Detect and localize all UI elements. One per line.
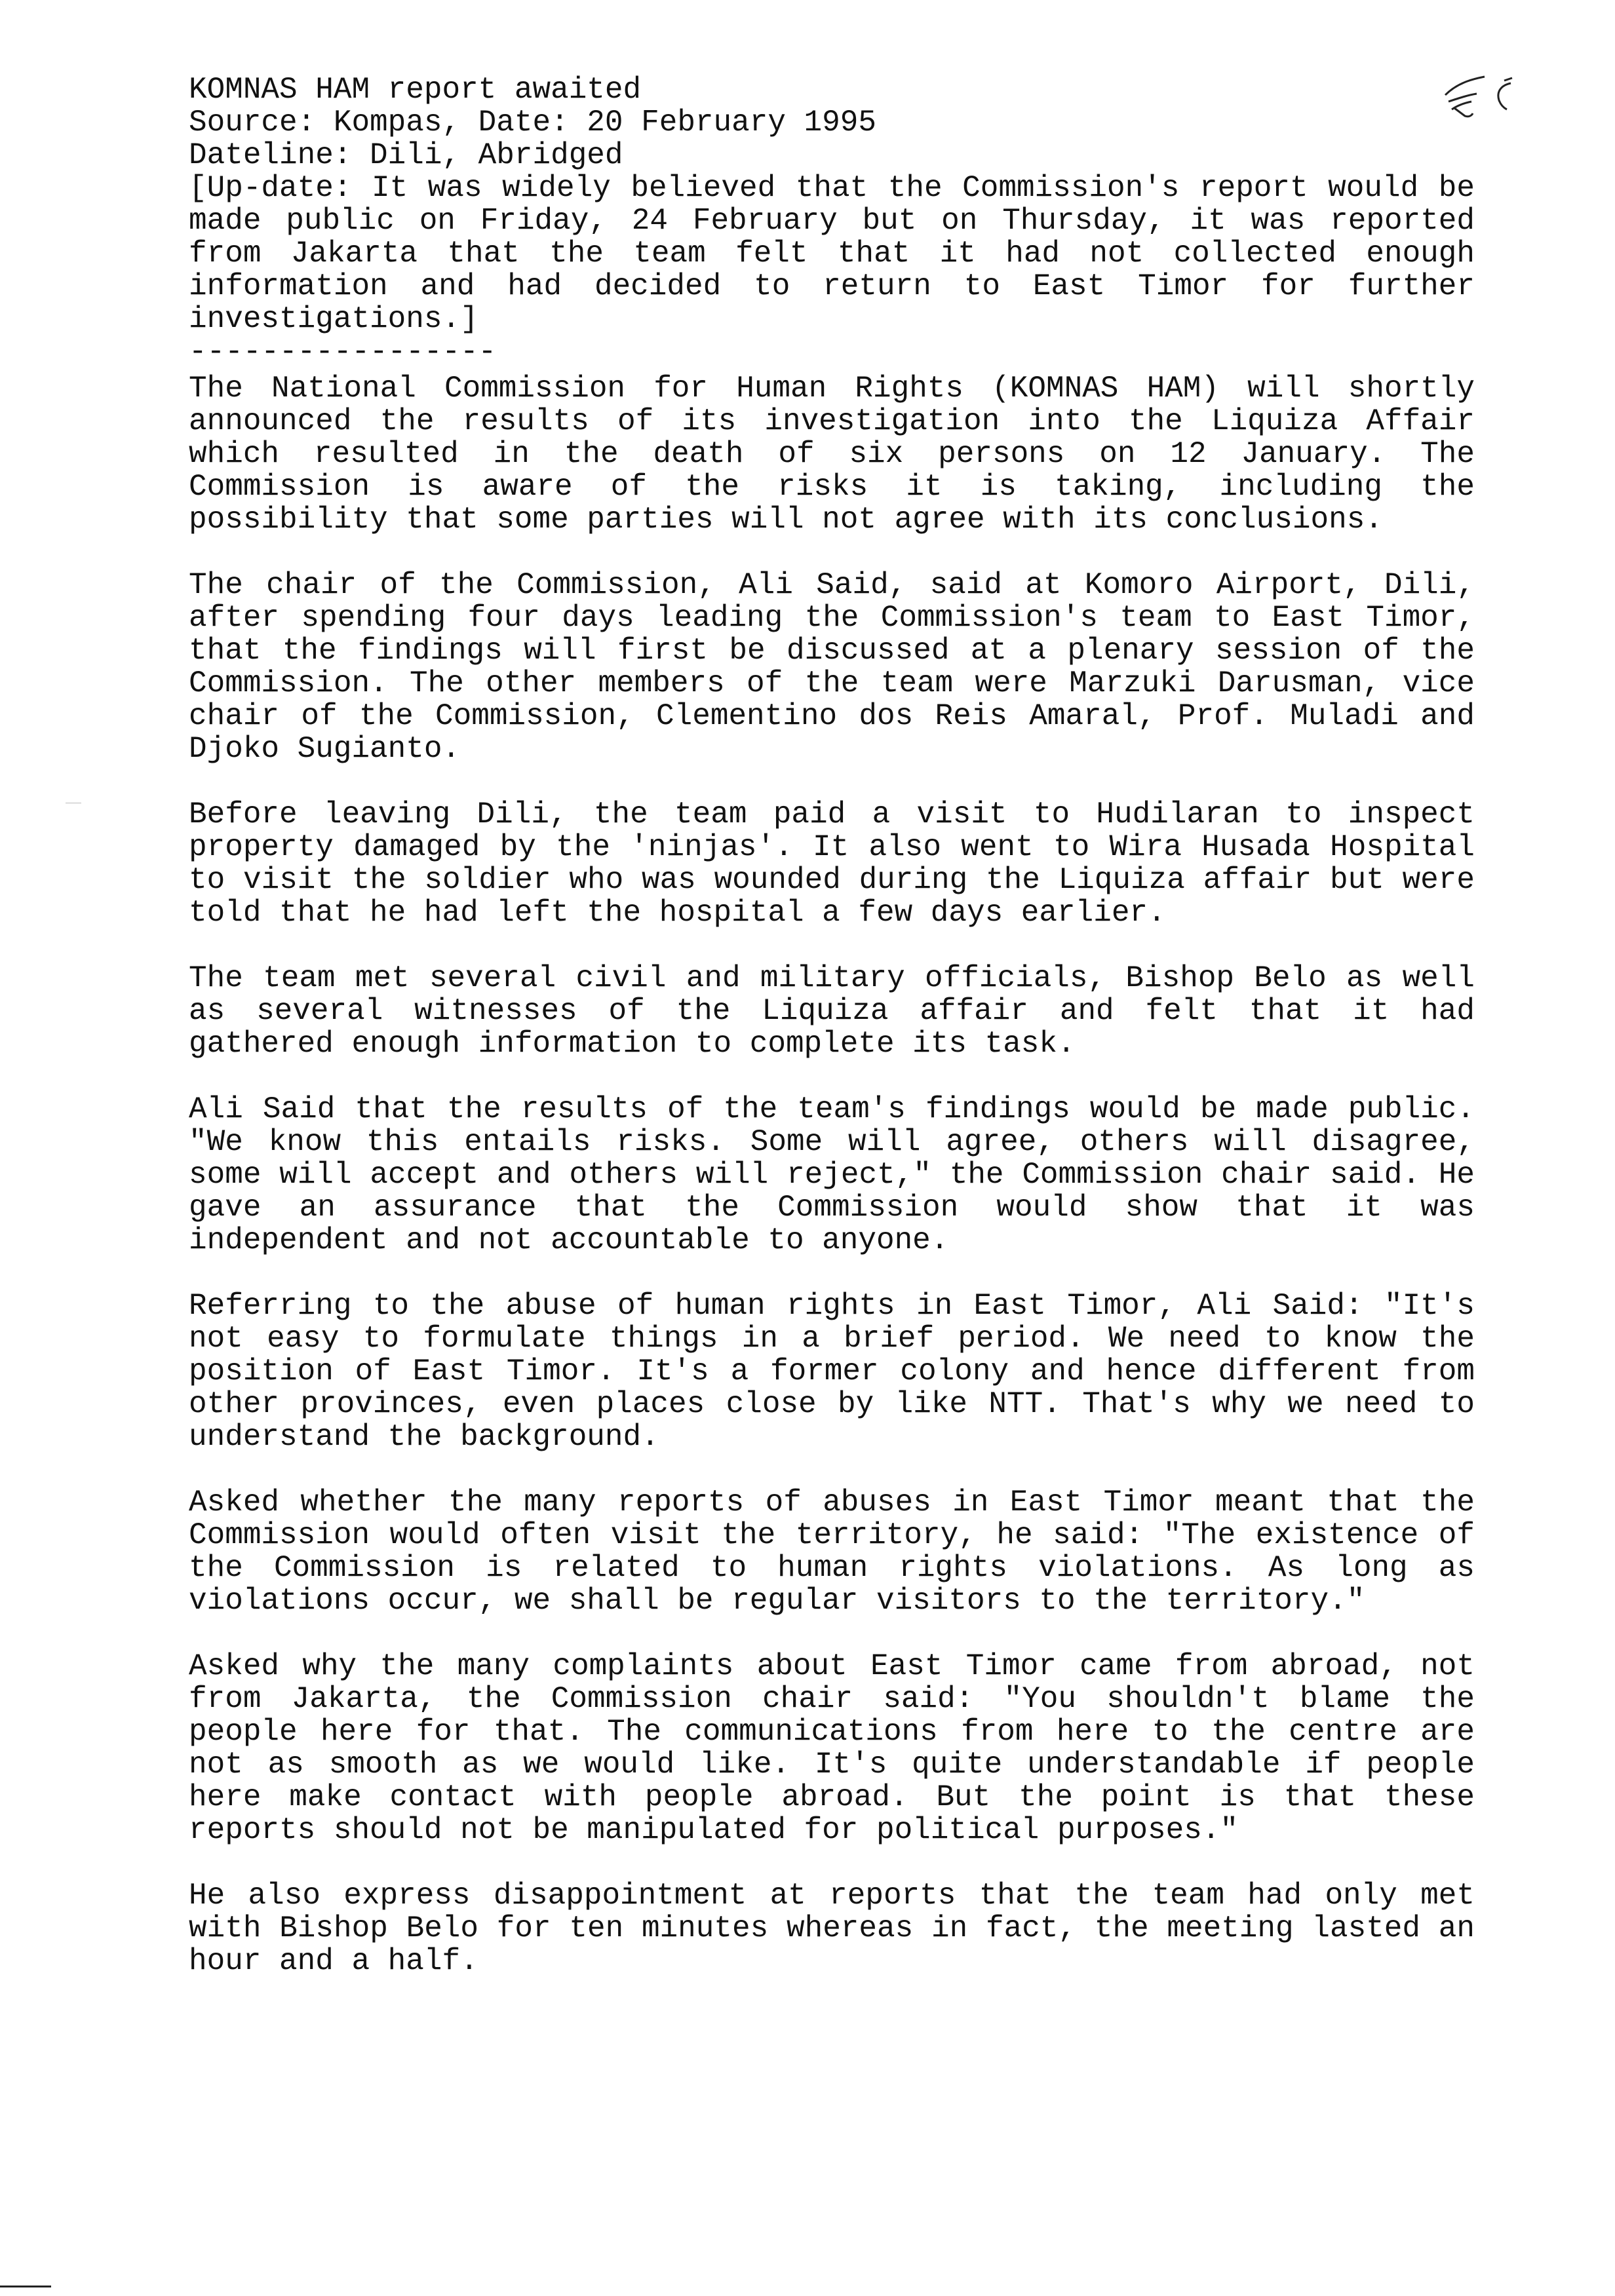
paragraph: Referring to the abuse of human rights in East Timor, Ali Said: "It's not easy to formulate things in a brief period. We need to know the position of East Timor. It's a former colony and hence different from other provinces, even places close by like NTT. That's why we need to understand the background. [189,1289,1475,1454]
paragraph: The National Commission for Human Rights (KOMNAS HAM) will shortly announced the results of its investigation into the Liquiza Affair which resulted in the death of six persons on 12 January. The Commission is aware of the risks it is taking, including the possibility that some parties will not agree with its conclusions. [189,372,1475,537]
paragraph: Asked whether the many reports of abuses in East Timor meant that the Commission would often visit the territory, he said: "The existence of the Commission is related to human rights violations. As long as violations occur, we shall be regular visitors to the territory." [189,1485,1475,1618]
document-title: KOMNAS HAM report awaited [189,73,642,107]
paragraph: Asked why the many complaints about East Timor came from abroad, not from Jakarta, the Commission chair said: "You shouldn't blame the people here for that. The communications from here to the centre are not as smooth as we would like. It's quite understandable if people here make contact with people abroad. But the point is that these reports should not be manipulated for political purposes." [189,1649,1475,1847]
paragraph: The chair of the Commission, Ali Said, said at Komoro Airport, Dili, after spending four days leading the Commission's team to East Timor, that the findings will first be discussed at a plenary session of the Commission. The other members of the team were Marzuki Darusman, vice chair of the Commission, Clementino dos Reis Amaral, Prof. Muladi and Djoko Sugianto. [189,568,1475,766]
document-body [189,73,1475,1978]
update-note: [Up-date: It was widely believed that the Commission's report would be made public on Friday, 24 February but on Thursday, it was reported from Jakarta that the team felt that it had not collected enough information and had decided to return to East Timor for further investigations.] [189,171,1475,336]
paragraph: Before leaving Dili, the team paid a visit to Hudilaran to inspect property damaged by the 'ninjas'. It also went to Wira Husada Hospital to visit the soldier who was wounded during the Liquiza affair but were told that he had left the hospital a few days earlier. [189,797,1475,930]
paragraph: Ali Said that the results of the team's findings would be made public. "We know this entails risks. Some will agree, others will disagree, some will accept and others will reject," the Commission chair said. He gave an assurance that the Commission would show that it was independent and not accountable to anyone. [189,1092,1475,1257]
dateline: Dateline: Dili, Abridged [189,138,623,172]
separator-rule: ----------------- [189,335,497,369]
scan-edge-mark [0,2286,51,2287]
scan-artifact [66,803,81,807]
paragraph: The team met several civil and military officials, Bishop Belo as well as several witnesses of the Liquiza affair and felt that it had gathered enough information to complete its task. [189,961,1475,1061]
paragraph: He also express disappointment at reports that the team had only met with Bishop Belo for ten minutes whereas in fact, the meeting lasted an hour and a half. [189,1879,1475,1978]
source-line: Source: Kompas, Date: 20 February 1995 [189,105,876,140]
